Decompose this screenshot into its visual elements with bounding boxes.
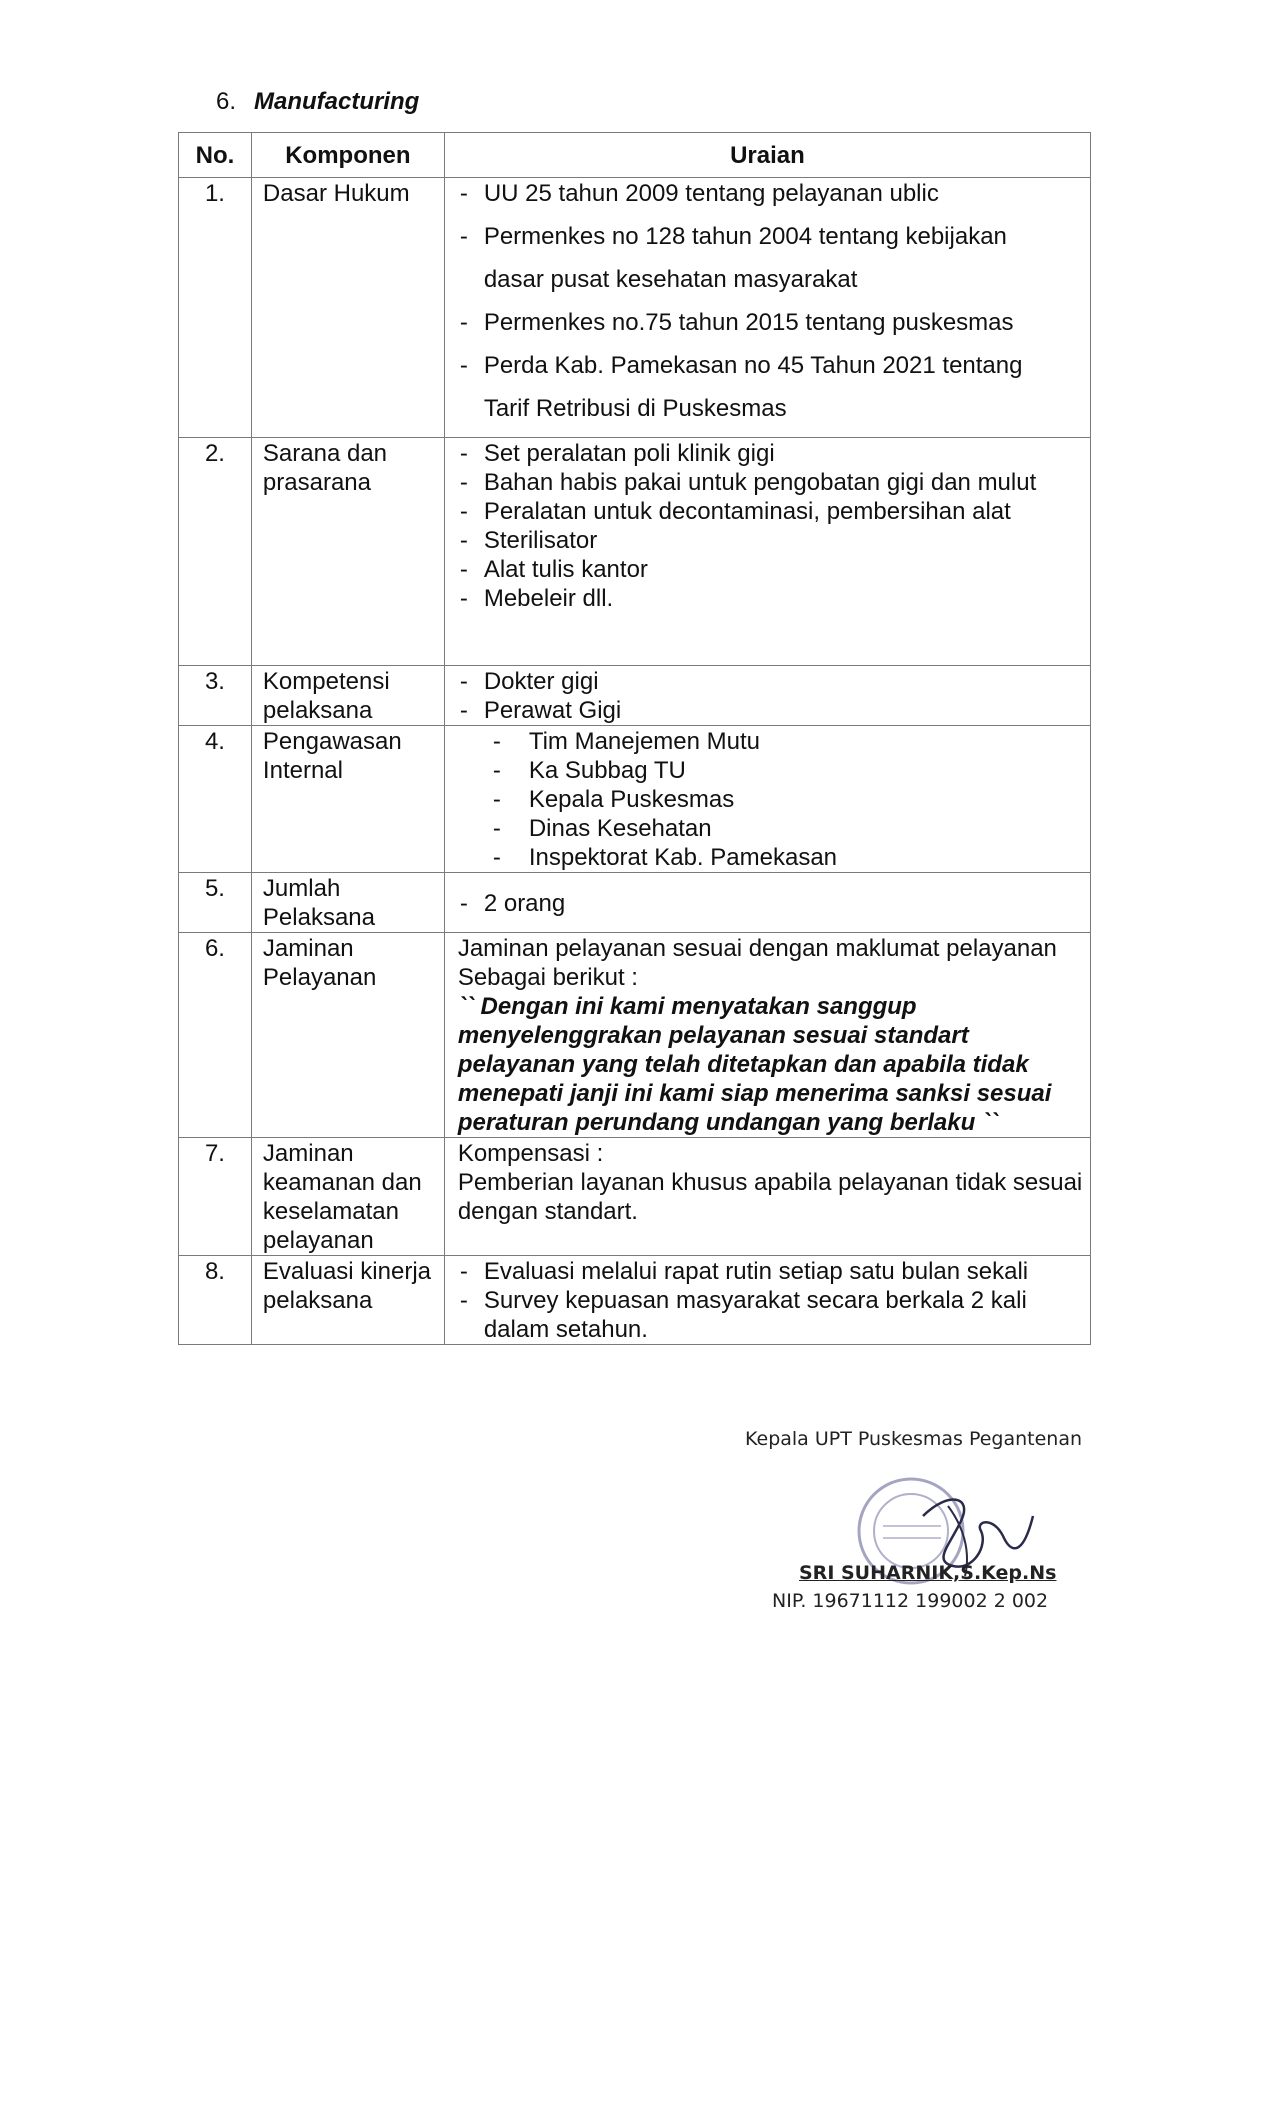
row-component: Pengawasan Internal (251, 726, 444, 873)
list-item: - Peralatan untuk decontaminasi, pembersihan alat (458, 497, 1084, 526)
table-row (179, 1138, 1091, 1256)
compensation-text: Pemberian layanan khusus apabila pelayanan tidak sesuai dengan standart. (457, 1169, 1083, 1225)
table-row (179, 438, 1091, 666)
list-item: - Permenkes no 128 tahun 2004 tentang kebijakan (458, 215, 1084, 258)
header-uraian: Uraian (444, 133, 1090, 178)
row-component: Jaminan Pelayanan (251, 933, 444, 1138)
row-description (444, 1256, 1090, 1345)
table-row (179, 726, 1091, 873)
row-component: Jumlah Pelaksana (251, 873, 444, 933)
row-number: 7. (179, 1138, 252, 1256)
section-number: 6. (216, 88, 237, 115)
compensation-label: Kompensasi : (457, 1140, 604, 1167)
row-description (444, 438, 1090, 666)
list-item: - Bahan habis pakai untuk pengobatan gigi dan mulut (458, 468, 1084, 497)
list-item: - Set peralatan poli klinik gigi (458, 439, 1084, 468)
signatory-nip: NIP. 19671112 199002 2 002 (772, 1590, 1049, 1612)
list-item: - 2 orang (458, 889, 1084, 918)
row-component: Kompetensi pelaksana (251, 666, 444, 726)
row-description (444, 873, 1090, 933)
row-number: 3. (179, 666, 252, 726)
list-item-continuation: dasar pusat kesehatan masyarakat (483, 266, 858, 293)
list-item: - Evaluasi melalui rapat rutin setiap satu bulan sekali (458, 1257, 1084, 1286)
list-item: - Alat tulis kantor (458, 555, 1084, 584)
table-row (179, 666, 1091, 726)
row-number: 2. (179, 438, 252, 666)
guarantee-intro-2: Sebagai berikut : (457, 964, 638, 991)
list-item: - Perda Kab. Pamekasan no 45 Tahun 2021 tentang (458, 344, 1084, 387)
signature-caption: Kepala UPT Puskesmas Pegantenan (745, 1428, 1083, 1450)
list-item: - Mebeleir dll. (458, 584, 1084, 613)
row-component: Evaluasi kinerja pelaksana (251, 1256, 444, 1345)
row-number: 5. (179, 873, 252, 933)
row-number: 1. (179, 178, 252, 438)
table-header-row (179, 133, 1091, 178)
section-title: Manufacturing (254, 88, 420, 115)
row-description (444, 1138, 1090, 1256)
row-description (444, 178, 1090, 438)
row-number: 4. (179, 726, 252, 873)
list-item: - Inspektorat Kab. Pamekasan (458, 843, 1084, 872)
list-item: - Survey kepuasan masyarakat secara berkala 2 kali dalam setahun. (458, 1286, 1084, 1344)
row-description (444, 666, 1090, 726)
list-item: - Kepala Puskesmas (458, 785, 1084, 814)
row-component: Dasar Hukum (251, 178, 444, 438)
section-heading (216, 88, 419, 116)
row-description (444, 726, 1090, 873)
service-pledge: `` Dengan ini kami menyatakan sanggup menyelenggrakan pelayanan sesuai standart pelayanan yang telah ditetapkan dan apabila tidak menepati janji ini kami siap menerima sanksi sesuai peraturan perundang undangan yang berlaku `` (457, 993, 1052, 1136)
row-component: Sarana dan prasarana (251, 438, 444, 666)
table-row (179, 873, 1091, 933)
header-no: No. (179, 133, 252, 178)
signatory-name: SRI SUHARNIK,S.Kep.Ns (799, 1562, 1057, 1584)
guarantee-intro: Jaminan pelayanan sesuai dengan maklumat pelayanan (457, 935, 1057, 962)
table-row (179, 178, 1091, 438)
list-item: - Sterilisator (458, 526, 1084, 555)
header-komponen: Komponen (251, 133, 444, 178)
list-item: - Dinas Kesehatan (458, 814, 1084, 843)
row-component: Jaminan keamanan dan keselamatan pelayanan (251, 1138, 444, 1256)
list-item: - Tim Manejemen Mutu (458, 727, 1084, 756)
service-standard-table (178, 132, 1091, 1345)
table-row (179, 933, 1091, 1138)
table-row (179, 1256, 1091, 1345)
list-item: - Dokter gigi (458, 667, 1084, 696)
row-number: 8. (179, 1256, 252, 1345)
row-description (444, 933, 1090, 1138)
list-item-continuation: Tarif Retribusi di Puskesmas (483, 395, 787, 422)
list-item: - Perawat Gigi (458, 696, 1084, 725)
list-item: - UU 25 tahun 2009 tentang pelayanan ublic (458, 172, 1084, 215)
row-number: 6. (179, 933, 252, 1138)
list-item: - Permenkes no.75 tahun 2015 tentang puskesmas (458, 301, 1084, 344)
list-item: - Ka Subbag TU (458, 756, 1084, 785)
